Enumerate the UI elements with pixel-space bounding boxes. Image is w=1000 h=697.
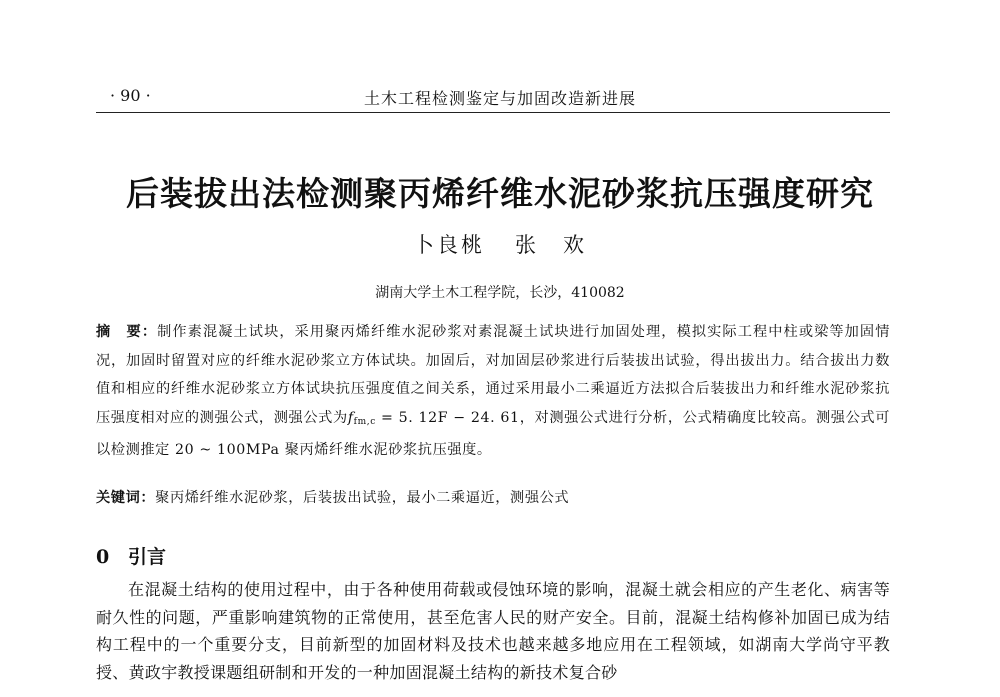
- page-number: · 90 ·: [110, 86, 151, 105]
- abstract-text: 制作素混凝土试块，采用聚丙烯纤维水泥砂浆对素混凝土试块进行加固处理，模拟实际工程中柱或梁等加固情况，加固时留置对应的纤维水泥砂浆立方体试块。加固后，对加固层砂浆进行后装拔出试验，得出拔出力。结合拔出力数值和相应的纤维水泥砂浆立方体试块抗压强度值之间关系，通过采用最小二乘逼近方法拟合后装拔出力和纤维水泥砂浆抗压强度相对应的测强公式，测强公式为: [96, 324, 890, 426]
- running-title: 土木工程检测鉴定与加固改造新进展: [363, 89, 636, 108]
- formula-rhs: = 5. 12F − 24. 61: [375, 409, 520, 426]
- author-name: 张 欢: [515, 233, 587, 257]
- authors: [0, 229, 1000, 259]
- section-title: 引言: [128, 546, 167, 568]
- article-title: 后装拔出法检测聚丙烯纤维水泥砂浆抗压强度研究: [126, 174, 874, 213]
- body-paragraph: 在混凝土结构的使用过程中，由于各种使用荷载或侵蚀环境的影响，混凝土就会相应的产生老化、病害等耐久性的问题，严重影响建筑物的正常使用，甚至危害人民的财产安全。目前，混凝土结构修补加固已成为结构工程中的一个重要分支，目前新型的加固材料及技术也越来越多地应用在工程领域，如湖南大学尚守平教授、黄政宇教授课题组研制和开发的一种加固混凝土结构的新技术复合砂: [96, 580, 890, 682]
- section-heading: [96, 542, 166, 569]
- section-number: 0: [96, 546, 110, 568]
- keywords-label: 关键词：: [96, 490, 156, 506]
- formula: [348, 410, 520, 426]
- formula-subscript: fm,c: [353, 416, 376, 427]
- keywords: [96, 484, 890, 512]
- abstract-text-continued: ，对测强公式进行分析，公式精确度比较高。测强公式可以检测推定 20 ~ 100MPa 聚丙烯纤维水泥砂浆抗压强度。: [96, 409, 890, 459]
- keywords-text: 聚丙烯纤维水泥砂浆，后装拔出试验，最小二乘逼近，测强公式: [155, 490, 570, 506]
- affiliation: 湖南大学土木工程学院，长沙，410082: [375, 285, 625, 301]
- author-name: 卜良桃: [413, 233, 485, 257]
- header-rule: [96, 112, 890, 113]
- formula-symbol: f: [347, 409, 354, 426]
- abstract-label: 摘 要：: [96, 324, 158, 340]
- abstract: [96, 318, 890, 465]
